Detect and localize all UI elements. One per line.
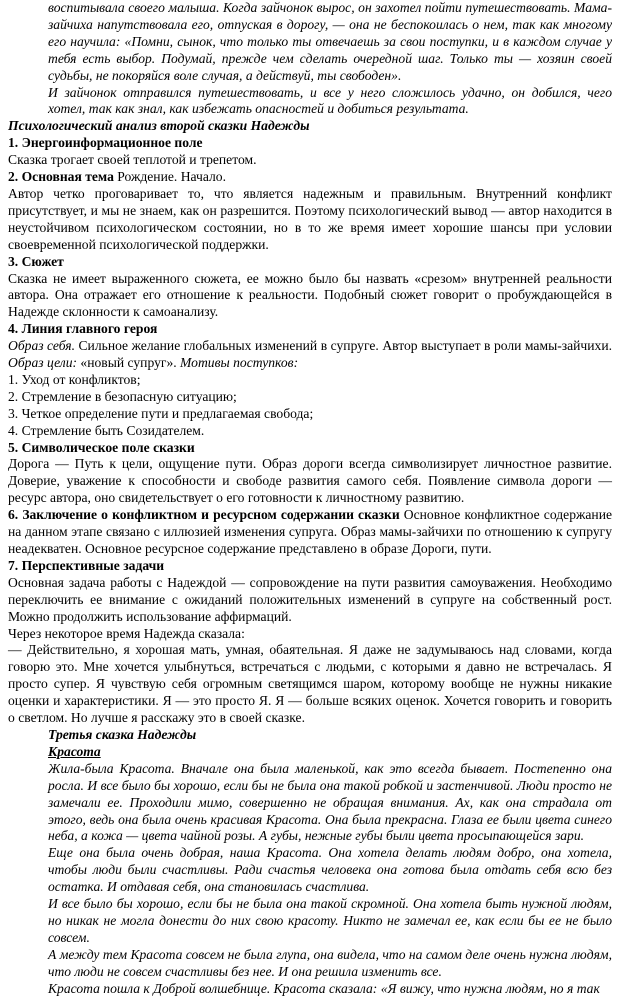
story-paragraph: Жила-была Красота. Вначале она была маленькой, как это всегда бывает. Постепенно она росла. И все было бы хорошо, если бы не была она такой робкой и застенчивой. Люди просто не замечали ее. Проходили мимо, совершенно не обращая внимания. Ах, как она страдала от этого, ведь она была очень красивая Красота. Она была прекрасна. Глаза ее были цвета синего неба, а кожа — цвета чайной розы. А губы, нежные губы были цвета просыпающейся зари.: [48, 760, 612, 844]
section-conclusion: [8, 507, 612, 558]
self-image-label: Образ себя.: [8, 338, 75, 354]
section-text: Сказка не имеет выраженного сюжета, ее можно было бы назвать «срезом» внутренней реальности автора. Она отражает его отношение к реальности. Подобный сюжет говорит о пробуждающейся в Надежде склонности к самоанализу.: [8, 270, 612, 320]
story-paragraph: Еще она была очень добрая, наша Красота. Она хотела делать людям добро, она хотела, чтобы люди были счастливы. Ради счастья человека она готова была отдать себя всю без остатка. И отдавая себя, она становилась счастлива.: [48, 845, 612, 895]
section-title: 4. Линия главного героя: [8, 321, 158, 337]
section-text: Сказка трогает своей теплотой и трепетом.: [8, 152, 257, 168]
story-title: Красота: [48, 743, 101, 759]
motives-label: Мотивы поступков:: [180, 355, 299, 371]
section-main-theme: [8, 169, 612, 186]
self-image-text: Сильное желание глобальных изменений в супруге. Автор выступает в роли мамы-зайчихи.: [74, 338, 612, 354]
story-paragraph: И все было бы хорошо, если бы не была она такой скромной. Она хотела быть нужной людям, но никак не могла донести до них свою красоту. Никто не замечал ее, как если бы ее не было совсем.: [48, 896, 612, 945]
section-text: Дорога — Путь к цели, ощущение пути. Образ дороги всегда символизирует личностное развитие. Доверие, уважение к способности и свободе развития самого себя. Появление символа дороги — ресурс автора, оно свидетельствует о его готовности к личностному развитию.: [8, 456, 612, 506]
story-paragraph: Красота пошла к Доброй волшебнице. Красота сказала: «Я вижу, что нужна людям, но я так: [48, 980, 600, 996]
analysis-heading: Психологический анализ второй сказки Надежды: [8, 118, 310, 134]
third-tale-heading: Третья сказка Надежды: [48, 726, 197, 742]
list-item: 4. Стремление быть Созидателем.: [8, 422, 205, 438]
intro-paragraph: И зайчонок отправился путешествовать, и все у него сложилось удачно, он добился, чего хотел, так как знал, как избежать опасностей и добиться результата.: [48, 84, 612, 117]
section-title: 3. Сюжет: [8, 253, 64, 269]
section-title: 5. Символическое поле сказки: [8, 439, 195, 455]
section-inline-text: Рождение. Начало.: [113, 169, 226, 185]
intro-paragraph: воспитывала своего малыша. Когда зайчонок вырос, он захотел пойти путешествовать. Мама-зайчиха напутствовала его, отпуская в дорогу, — она не беспокоилась о нем, так как многому его научила: «Помни, сынок, что только ты отвечаешь за свои поступки, и в каждом случае у тебя есть выбор. Подумай, прежде чем сделать очередной шаг. Только ты — хозяин своей судьбы, не покоряйся воле случая, а действуй, ты свободен».: [48, 0, 612, 83]
hero-line-text: [8, 338, 612, 372]
list-item: 2. Стремление в безопасную ситуацию;: [8, 388, 237, 404]
goal-image-text: «новый супруг».: [77, 355, 181, 371]
section-text: Автор четко проговаривает то, что является надежным и правильным. Внутренний конфликт присутствует, и мы не знаем, как он разрешится. Поэтому психологический вывод — автор находится в неустойчивом психологическом состоянии, но в то же время имеет хорошие шансы при условии своевременной психологической поддержки.: [8, 185, 612, 252]
story-paragraph: А между тем Красота совсем не была глупа, она видела, что на самом деле очень нужна людям, что люди не совсем счастливы без нее. И она решила изменить все.: [48, 946, 612, 979]
section-text: Основная задача работы с Надеждой — сопровождение на пути развития самоуважения. Необходимо переключить ее внимание с ожиданий положительных изменений в супруге на собственный рост. Можно продолжить использование аффирмаций.: [8, 574, 612, 624]
list-item: 3. Четкое определение пути и предлагаемая свобода;: [8, 405, 314, 421]
section-title: 6. Заключение о конфликтном и ресурсном содержании сказки: [8, 507, 400, 523]
section-title: 2. Основная тема: [8, 169, 114, 185]
section-title: 1. Энергоинформационное поле: [8, 135, 203, 151]
goal-image-label: Образ цели:: [8, 355, 78, 371]
list-item: 1. Уход от конфликтов;: [8, 371, 141, 387]
third-fairy-tale: [8, 727, 612, 997]
intro-fairy-tale-ending: [8, 0, 612, 118]
section-inline-text: Основное конфликтное содержание на данном этапе связано с иллюзией изменения супруга. Образ мамы-зайчихи по отношению к супругу неадекватен. Основное ресурсное содержание представлено в образе Дороги, пути.: [8, 507, 612, 556]
section-title: 7. Перспективные задачи: [8, 557, 165, 573]
quote-paragraph: — Действительно, я хорошая мать, умная, обаятельная. Я даже не задумываюсь над словами, когда говорю это. Мне хочется улыбнуться, встречаться с людьми, с которыми я давно не встречалась. Я просто супер. Я чувствую себя огромным светящимся шаром, которому вообще не нужны никакие оценки и характеристики. Я — это просто Я. Я — больше всяких оценок. Хочется говорить и говорить о светлом. Но лучше я расскажу это в своей сказке.: [8, 642, 612, 726]
narrative-text: Через некоторое время Надежда сказала:: [8, 625, 245, 641]
